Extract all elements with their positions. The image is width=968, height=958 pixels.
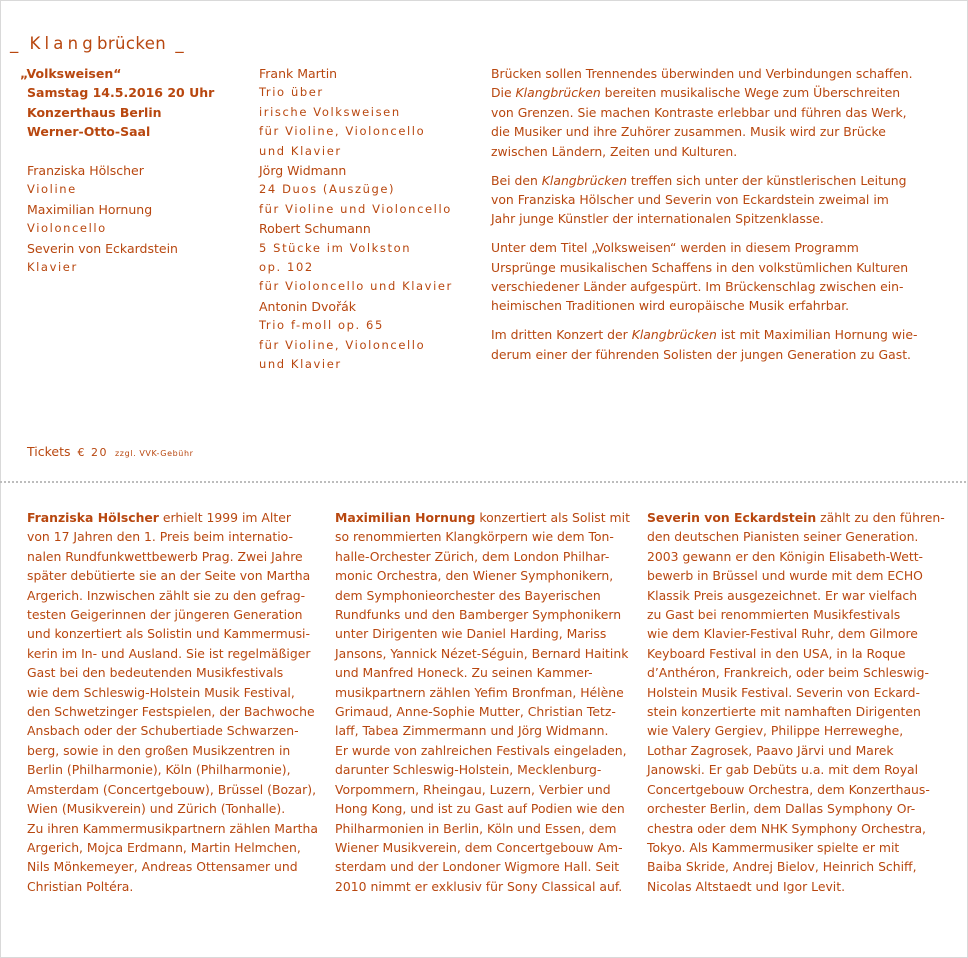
program-work-line: und Klavier — [259, 357, 342, 372]
bio-line — [335, 547, 625, 566]
intro-line: verschiedener Länder aufgespürt. Im Brückenschlag zwischen ein- — [491, 279, 904, 295]
bio-text: Janowski. Er gab Debüts u.a. mit dem Royal — [647, 762, 919, 778]
intro-line: Die Klangbrücken bereiten musikalische Wege zum Überschreiten — [491, 85, 901, 101]
intro-line: zwischen Ländern, Zeiten und Kulturen. — [491, 143, 738, 159]
bio-line — [335, 605, 625, 624]
intro-line: Im dritten Konzert der Klangbrücken ist mit Maximilian Hornung wie- — [491, 327, 918, 343]
bio-text: sterdam und der Londoner Wigmore Hall. Seit — [335, 859, 620, 875]
bio-text: Holstein Musik Festival. Severin von Eckard- — [647, 684, 921, 700]
performer-list — [20, 161, 240, 277]
bio-line — [27, 644, 317, 663]
bio-line — [27, 508, 317, 527]
bio-text: monic Orchestra, den Wiener Symphonikern, — [335, 568, 614, 584]
bio-line — [647, 760, 937, 779]
bio-text: musikpartnern zählen Yefim Bronfman, Hélène — [335, 684, 624, 700]
program-work-line: für Violoncello und Klavier — [259, 279, 453, 294]
bio-line — [335, 799, 625, 818]
tickets-fee: zzgl. VVK-Gebühr — [114, 449, 194, 458]
bio-line — [647, 780, 937, 799]
brand-dash-left: _ — [10, 34, 19, 53]
intro-line: Bei den Klangbrücken treffen sich unter der künstlerischen Leitung — [491, 172, 907, 188]
bio-line — [27, 547, 317, 566]
bio-text: Amsterdam (Concertgebouw), Brüssel (Bozar), — [27, 781, 317, 797]
bio-line — [647, 799, 937, 818]
bio-text: 2003 gewann er den Königin Elisabeth-Wett- — [647, 548, 924, 564]
bio-line — [647, 605, 937, 624]
klangbruecken-italic: Klangbrücken — [541, 172, 627, 188]
program-list — [259, 64, 479, 375]
bio-text: Keyboard Festival in den USA, in la Roque — [647, 645, 906, 661]
bio-text: testen Geigerinnen der jüngeren Generation — [27, 607, 303, 623]
tickets-line — [27, 443, 194, 463]
bio-text: dem Symphonieorchester des Bayerischen — [335, 587, 601, 603]
bio-line — [647, 644, 937, 663]
bio-text: Jansons, Yannick Nézet-Séguin, Bernard Haitink — [335, 645, 629, 661]
event-venue: Konzerthaus Berlin — [27, 104, 162, 120]
program-work-line: Trio über — [259, 85, 324, 100]
bio-line — [335, 586, 625, 605]
bio-line — [27, 780, 317, 799]
tickets-label: Tickets — [27, 444, 71, 459]
bio-text: stein konzertierte mit namhaften Dirigenten — [647, 704, 921, 720]
bio-text: Klassik Preis ausgezeichnet. Er war vielfach — [647, 587, 918, 603]
bio-text: Er wurde von zahlreichen Festivals eingeladen, — [335, 742, 627, 758]
bio-text: erhielt 1999 im Alter — [158, 510, 291, 525]
bio-line — [335, 721, 625, 740]
bio-text: zählt zu den führen- — [816, 510, 945, 525]
bio-line — [335, 819, 625, 838]
bio-line — [27, 566, 317, 585]
bio-text: d’Anthéron, Frankreich, oder beim Schleswig- — [647, 665, 929, 681]
bio-text: chestra oder dem NHK Symphony Orchestra, — [647, 820, 926, 836]
program-composer: Antonin Dvořák — [259, 298, 357, 314]
bio-name: Severin von Eckardstein — [647, 510, 817, 525]
bio-line — [647, 857, 937, 876]
bio-text: Vorpommern, Rheingau, Luzern, Verbier und — [335, 781, 611, 797]
intro-line: Jahr junge Künstler der internationalen Spitzenklasse. — [491, 211, 824, 227]
bio-text: Christian Poltéra. — [27, 878, 134, 894]
tickets-price: € 20 — [77, 446, 108, 459]
bio-line — [27, 721, 317, 740]
bio-line — [647, 877, 937, 896]
bio-line — [335, 624, 625, 643]
intro-paragraph — [491, 171, 931, 229]
intro-line: Brücken sollen Trennendes überwinden und Verbindungen schaffen. — [491, 66, 913, 81]
bio-line — [335, 527, 625, 546]
bio-text: Zu ihren Kammermusikpartnern zählen Martha — [27, 820, 318, 836]
bio-text: 2010 nimmt er exklusiv für Sony Classical auf. — [335, 878, 623, 894]
bio-text: Rundfunks und den Bamberger Symphonikern — [335, 607, 622, 623]
program-composer: Jörg Widmann — [259, 163, 347, 179]
bio-line — [335, 644, 629, 663]
bio-name: Maximilian Hornung — [335, 510, 476, 525]
bio-line — [647, 527, 937, 546]
performer-name: Severin von Eckardstein — [27, 240, 178, 256]
bio-text: kerin im In- und Ausland. Sie ist regelmäßiger — [27, 645, 311, 661]
bio-text: orchester Berlin, dem Dallas Symphony Or- — [647, 801, 916, 817]
bio-line — [335, 877, 625, 896]
bio-text: Nicolas Altstaedt und Igor Levit. — [647, 878, 846, 894]
bio-line — [647, 624, 937, 643]
bio-text: Nils Mönkemeyer, Andreas Ottensamer und — [27, 859, 298, 875]
bio-text: von 17 Jahren den 1. Preis beim internatio- — [27, 529, 293, 545]
bio-line — [27, 624, 317, 643]
performer-instrument: Klavier — [27, 260, 78, 275]
bio-text: halle-Orchester Zürich, dem London Philhar- — [335, 548, 610, 564]
bio-line — [647, 508, 945, 527]
bio-text: so renommierten Klangkörpern wie dem Ton- — [335, 529, 614, 545]
bio-text: wie dem Klavier-Festival Ruhr, dem Gilmore — [647, 626, 918, 642]
program-work-line: für Violine und Violoncello — [259, 201, 452, 216]
program-work-line: 24 Duos (Auszüge) — [259, 182, 396, 197]
intro-paragraph — [491, 325, 931, 364]
event-date: Samstag 14.5.2016 20 Uhr — [27, 85, 215, 101]
program-work-line: für Violine, Violoncello — [259, 124, 426, 139]
program-work-line: und Klavier — [259, 143, 342, 158]
bio-text: und Manfred Honeck. Zu seinen Kammer- — [335, 665, 593, 681]
intro-line: Unter dem Titel „Volksweisen“ werden in diesem Programm — [491, 240, 859, 256]
bio-text: Philharmonien in Berlin, Köln und Essen, dem — [335, 820, 617, 836]
bio-line — [27, 527, 317, 546]
bio-line — [647, 838, 937, 857]
bio-text: wie Valery Gergiev, Philippe Herreweghe, — [647, 723, 904, 739]
bio-text: Baiba Skride, Andrej Bielov, Heinrich Schiff, — [647, 859, 917, 875]
bio-text: Wiener Musikverein, dem Concertgebouw Am- — [335, 839, 623, 855]
bio-text: den deutschen Pianisten seiner Generation. — [647, 529, 919, 545]
event-title: „Volksweisen“ — [20, 66, 122, 81]
program-work-line: 5 Stücke im Volkston — [259, 240, 412, 255]
program-work-line: Trio f-moll op. 65 — [259, 318, 384, 333]
bio-line — [27, 683, 317, 702]
program-work-line: irische Volksweisen — [259, 104, 401, 119]
bio-line — [27, 702, 317, 721]
bio-line — [27, 819, 317, 838]
bio-text: Wien (Musikverein) und Zürich (Tonhalle). — [27, 801, 286, 817]
bio-text: bewerb in Brüssel und wurde mit dem ECHO — [647, 568, 923, 584]
program-composer: Robert Schumann — [259, 221, 371, 237]
bio-name: Franziska Hölscher — [27, 510, 159, 525]
program-work-line: für Violine, Violoncello — [259, 337, 426, 352]
bio-line — [335, 780, 625, 799]
performer-instrument: Violoncello — [27, 221, 107, 236]
intro-line: von Franziska Hölscher und Severin von Eckardstein zweimal im — [491, 191, 889, 207]
intro-line: von Grenzen. Sie machen Kontraste erlebbar und führen das Werk, — [491, 104, 907, 120]
klangbruecken-italic: Klangbrücken — [631, 327, 717, 343]
bio-text: und konzertiert als Solistin und Kammermusi- — [27, 626, 310, 642]
program-composer: Frank Martin — [259, 66, 338, 81]
bio-text: den Schwetzinger Festspielen, der Bachwoche — [27, 704, 315, 720]
bio-text: laff, Tabea Zimmermann und Jörg Widmann. — [335, 723, 609, 739]
bio-line — [647, 566, 937, 585]
event-column — [20, 64, 240, 277]
brand-dash-right: _ — [175, 34, 184, 53]
bio-line — [647, 683, 937, 702]
bio-text: später debütierte sie an der Seite von Martha — [27, 568, 311, 584]
bio-line — [647, 547, 937, 566]
bio-line — [647, 702, 937, 721]
bio-hoelscher — [27, 508, 317, 896]
brand-header — [10, 34, 184, 54]
bio-text: Berlin (Philharmonie), Köln (Philharmonie), — [27, 762, 291, 778]
bio-line — [27, 663, 317, 682]
bio-line — [647, 819, 937, 838]
bio-line — [335, 702, 625, 721]
bio-text: wie dem Schleswig-Holstein Musik Festival, — [27, 684, 295, 700]
bio-line — [27, 586, 317, 605]
bio-text: Hong Kong, und ist zu Gast auf Podien wie den — [335, 801, 625, 817]
bio-line — [335, 566, 625, 585]
bio-text: Concertgebouw Orchestra, dem Konzerthaus- — [647, 781, 930, 797]
brand-bruecken: brücken — [96, 34, 167, 53]
intro-line: derum einer der führenden Solisten der jungen Generation zu Gast. — [491, 346, 911, 362]
performer-name: Franziska Hölscher — [27, 163, 144, 179]
bio-line — [335, 857, 625, 876]
bio-line — [335, 508, 630, 527]
bio-line — [647, 741, 937, 760]
bio-line — [27, 605, 317, 624]
bio-line — [27, 857, 317, 876]
bio-text: darunter Schleswig-Holstein, Mecklenburg- — [335, 762, 602, 778]
bio-text: unter Dirigenten wie Daniel Harding, Mariss — [335, 626, 607, 642]
intro-text — [491, 64, 931, 374]
program-work-line: op. 102 — [259, 260, 314, 275]
klangbruecken-italic: Klangbrücken — [515, 85, 601, 101]
bio-eckardstein — [647, 508, 945, 896]
bio-text: Gast bei den bedeutenden Musikfestivals — [27, 665, 284, 681]
bio-line — [335, 760, 625, 779]
dotted-divider — [0, 481, 966, 483]
intro-paragraph — [491, 238, 931, 316]
bio-line — [27, 741, 317, 760]
bio-text: konzertiert als Solist mit — [475, 510, 630, 525]
bio-text: nalen Rundfunkwettbewerb Prag. Zwei Jahre — [27, 548, 303, 564]
event-hall: Werner-Otto-Saal — [27, 124, 151, 140]
bio-text: Ansbach oder der Schubertiade Schwarzen- — [27, 723, 299, 739]
bio-text: Tokyo. Als Kammermusiker spielte er mit — [647, 839, 900, 855]
performer-instrument: Violine — [27, 182, 77, 197]
performer-name: Maximilian Hornung — [27, 201, 153, 217]
bio-line — [647, 721, 937, 740]
bio-line — [27, 838, 317, 857]
brand-klang: Klang — [29, 34, 97, 53]
bio-line — [647, 663, 937, 682]
bio-text: Grimaud, Anne-Sophie Mutter, Christian Tetz- — [335, 704, 616, 720]
bio-text: zu Gast bei renommierten Musikfestivals — [647, 607, 901, 623]
bio-line — [335, 838, 625, 857]
bio-text: Argerich, Mojca Erdmann, Martin Helmchen, — [27, 839, 301, 855]
intro-line: heimischen Traditionen wird europäische Musik erfahrbar. — [491, 298, 850, 314]
bio-text: berg, sowie in den großen Musikzentren in — [27, 742, 291, 758]
intro-line: Ursprünge musikalischen Schaffens in den volkstümlichen Kulturen — [491, 259, 909, 275]
bio-line — [27, 799, 317, 818]
bio-text: Argerich. Inzwischen zählt sie zu den gefrag- — [27, 587, 306, 603]
bio-line — [335, 741, 625, 760]
bio-line — [27, 877, 317, 896]
intro-paragraph — [491, 64, 931, 161]
intro-line: die Musiker und ihre Zuhörer zusammen. Musik wird zur Brücke — [491, 124, 886, 140]
bio-line — [335, 663, 625, 682]
bio-line — [335, 683, 625, 702]
bio-hornung — [335, 508, 630, 896]
bio-text: Lothar Zagrosek, Paavo Järvi und Marek — [647, 742, 894, 758]
bio-line — [27, 760, 317, 779]
bio-line — [647, 586, 937, 605]
